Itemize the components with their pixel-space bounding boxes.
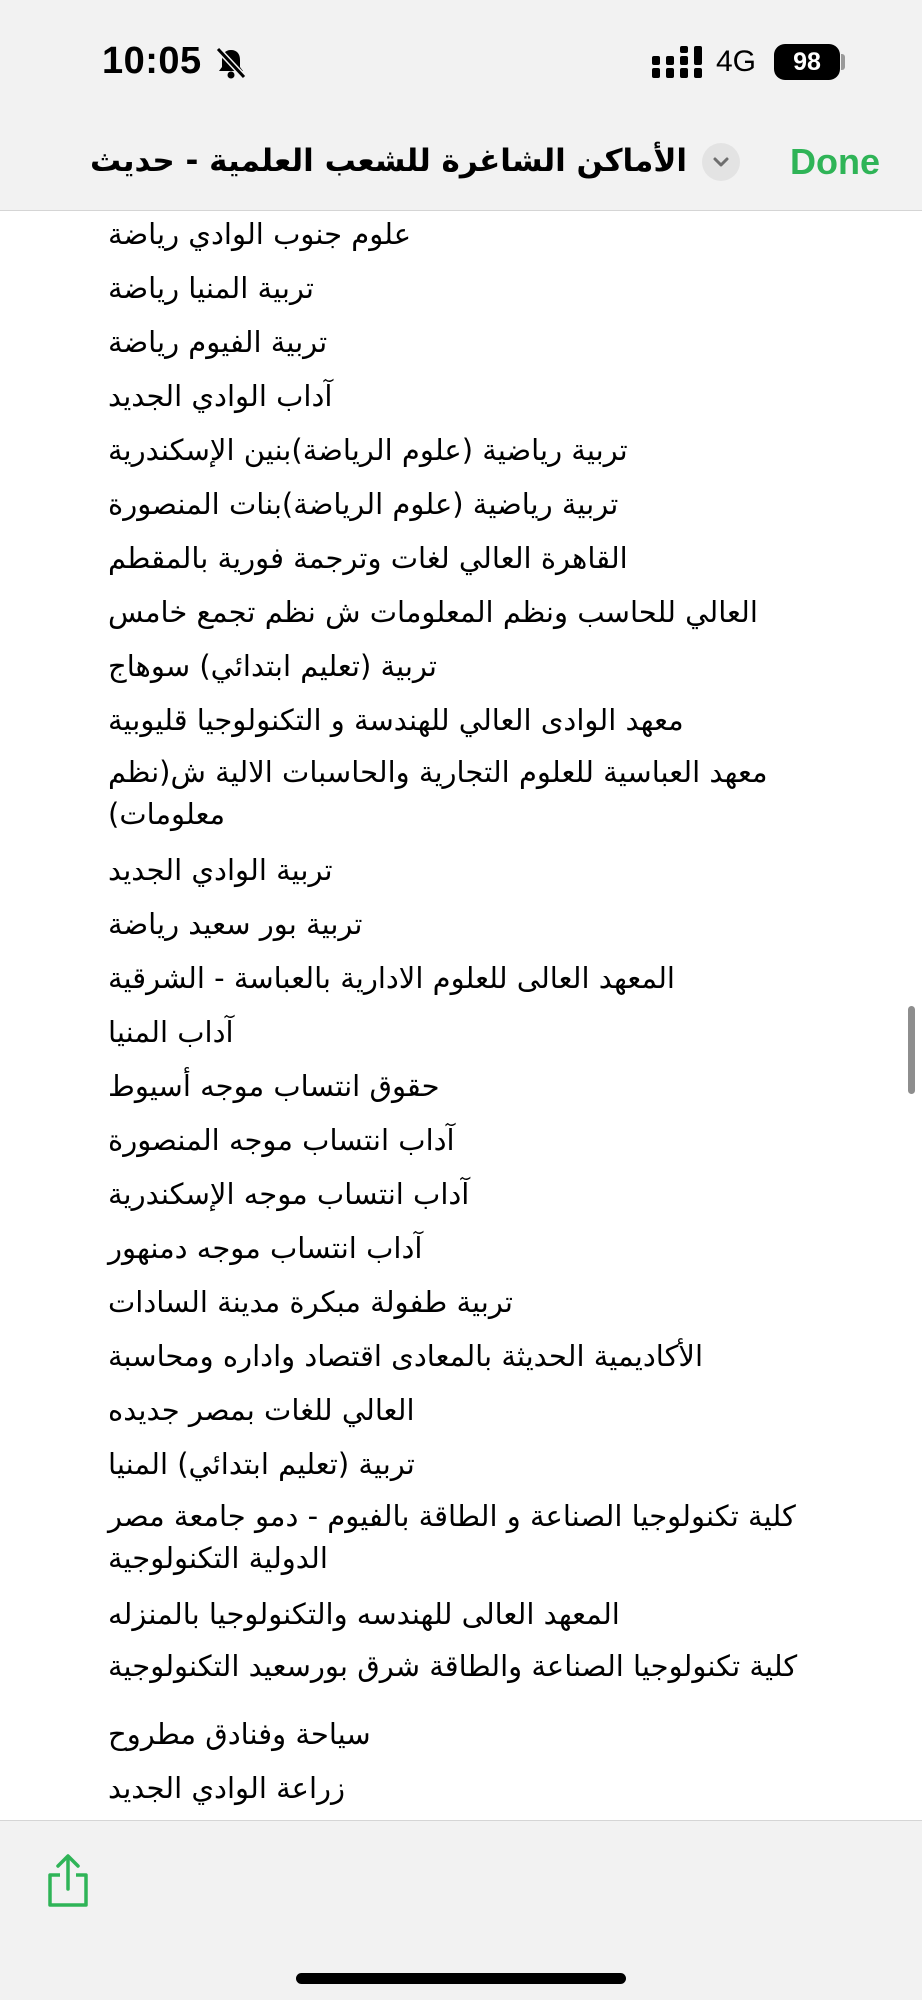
battery-level: 98 [793, 48, 821, 76]
list-item: تربية الوادي الجديد [108, 853, 333, 887]
battery-icon [774, 44, 840, 80]
list-item: المعهد العالى للعلوم الادارية بالعباسة - الشرقية [108, 961, 675, 995]
battery-tip [841, 54, 845, 70]
list-item: آداب المنيا [108, 1015, 234, 1049]
list-item: تربية طفولة مبكرة مدينة السادات [108, 1285, 513, 1319]
bottom-toolbar [0, 1820, 922, 2000]
list-item: تربية بور سعيد رياضة [108, 907, 363, 941]
list-item: كلية تكنولوجيا الصناعة والطاقة شرق بورسعيد التكنولوجية [108, 1649, 798, 1683]
scrollbar[interactable] [908, 1006, 915, 1094]
list-item: حقوق انتساب موجه أسيوط [108, 1069, 440, 1103]
list-item: تربية الفيوم رياضة [108, 325, 328, 359]
document-title[interactable]: الأماكن الشاغرة للشعب العلمية - حديث [90, 143, 688, 179]
list-item: الأكاديمية الحديثة بالمعادى اقتصاد واداره ومحاسبة [108, 1339, 704, 1373]
list-item: المعهد العالى للهندسه والتكنولوجيا بالمنزله [108, 1597, 620, 1631]
list-item: العالي للحاسب ونظم المعلومات ش نظم تجمع خامس [108, 595, 758, 629]
list-item: آداب انتساب موجه الإسكندرية [108, 1177, 470, 1211]
status-bar [0, 0, 922, 110]
share-icon[interactable] [44, 1853, 92, 1909]
list-item: تربية رياضية (علوم الرياضة)بنات المنصورة [108, 487, 619, 521]
list-item: علوم جنوب الوادي رياضة [108, 217, 412, 251]
done-button[interactable]: Done [790, 141, 880, 182]
list-item: العالي للغات بمصر جديده [108, 1393, 415, 1427]
list-item: القاهرة العالي لغات وترجمة فورية بالمقطم [108, 541, 628, 575]
list-item: آداب الوادي الجديد [108, 379, 333, 413]
home-indicator[interactable] [296, 1973, 626, 1984]
list-item: معهد الوادى العالي للهندسة و التكنولوجيا قليوبية [108, 703, 684, 737]
nav-bar [0, 110, 922, 211]
bell-slash-icon [214, 46, 248, 80]
title-container[interactable] [90, 134, 690, 188]
signal-icon [652, 46, 702, 78]
program-list [108, 211, 798, 1815]
list-item: آداب انتساب موجه المنصورة [108, 1123, 455, 1157]
list-item: زراعة الوادي الجديد [108, 1771, 346, 1805]
document-content[interactable] [0, 211, 922, 1820]
chevron-down-icon [711, 153, 731, 171]
list-item: تربية المنيا رياضة [108, 271, 314, 305]
list-item: معهد العباسية للعلوم التجارية والحاسبات الالية ش(نظم معلومات) [108, 755, 768, 831]
status-time: 10:05 [102, 40, 202, 82]
list-item: تربية رياضية (علوم الرياضة)بنين الإسكندرية [108, 433, 628, 467]
list-item: تربية (تعليم ابتدائي) المنيا [108, 1447, 415, 1481]
list-item: تربية (تعليم ابتدائي) سوهاج [108, 649, 437, 683]
list-item: كلية تكنولوجيا الصناعة و الطاقة بالفيوم - دمو جامعة مصر الدولية التكنولوجية [108, 1499, 796, 1575]
list-item: سياحة وفنادق مطروح [108, 1717, 371, 1751]
title-menu-button[interactable] [702, 143, 740, 181]
network-type: 4G [716, 45, 757, 78]
list-item: آداب انتساب موجه دمنهور [108, 1231, 423, 1265]
